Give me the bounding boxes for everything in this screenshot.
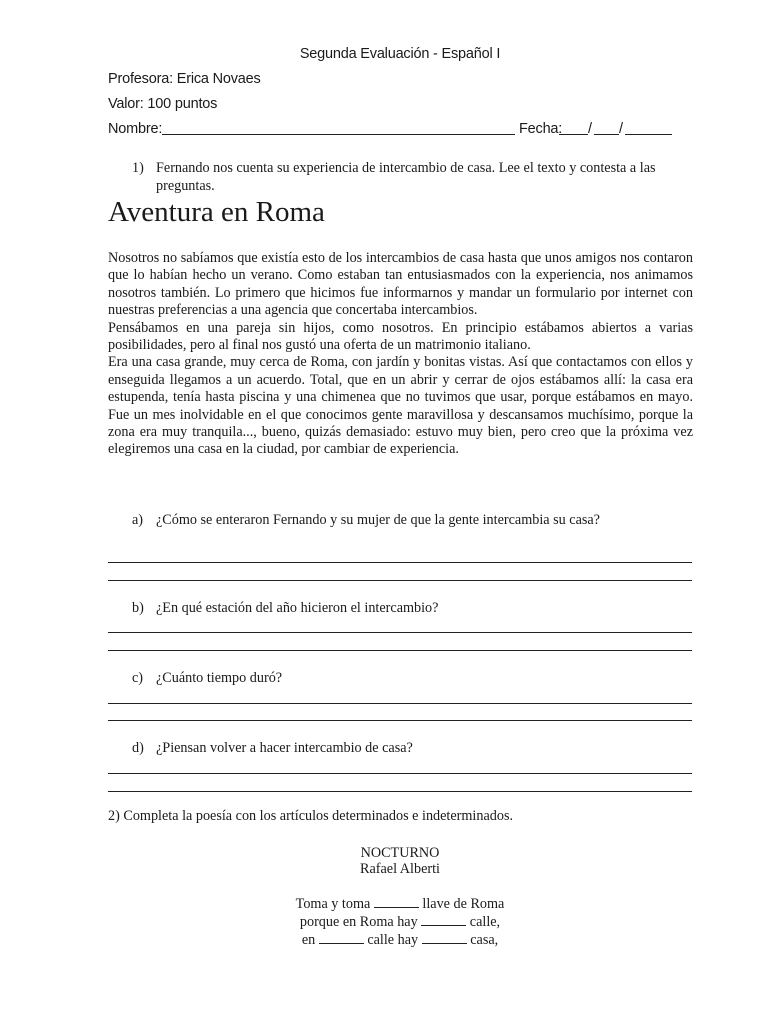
worksheet-title: Segunda Evaluación - Español I [299,46,501,62]
question-1-number: 1) [132,160,144,176]
subquestion-d [132,740,413,757]
answer-line[interactable] [108,562,692,563]
answer-line[interactable] [108,580,692,581]
poem-text: calle hay [367,932,419,948]
poem-line [0,895,768,913]
poem-title: NOCTURNO [360,845,440,861]
subquestion-label: c) [132,670,144,686]
reading-paragraph: Era una casa grande, muy cerca de Roma, con jardín y bonitas vistas. Así que contactamos con ellos y enseguida llegamos a un acuerdo. Total, que en un abrir y cerrar de ojos estábamos allí: la casa era estupenda, tenía hasta piscina y una chimenea que no tuvimos que usar, porque estábamos en mayo. Fue un mes inolvidable en el que conocimos gente maravillosa y descansamos muchísimo, porque la zona era muy tranquila..., bueno, quizás demasiado: estuvo muy bien, pero creo que la próxima vez elegiremos una casa en la ciudad, por cambiar de experiencia. [108,354,693,458]
poem-text: Toma y toma [295,896,371,912]
reading-title: Aventura en Roma [108,196,325,228]
date-separator: / [588,121,592,137]
subquestion-a [132,512,600,529]
poem-text: casa, [470,932,499,948]
answer-line[interactable] [108,720,692,721]
teacher-line: Profesora: Erica Novaes [108,71,261,87]
poem-line [0,931,768,949]
answer-line[interactable] [108,773,692,774]
subquestion-c [132,670,282,687]
poem-blank[interactable] [422,931,467,944]
subquestion-text: ¿Cómo se enteraron Fernando y su mujer de que la gente intercambia su casa? [156,512,600,528]
subquestion-label: a) [132,512,144,528]
answer-line[interactable] [108,632,692,633]
poem-text: porque en Roma hay [299,914,418,930]
name-label: Nombre: [108,121,163,137]
subquestion-label: b) [132,600,144,616]
name-blank[interactable] [162,122,515,135]
poem-text: en [301,932,316,948]
poem-line [0,913,768,931]
question-2-prompt: 2) Completa la poesía con los artículos determinados e indeterminados. [108,808,514,824]
poem-text: llave de Roma [422,896,505,912]
question-1-prompt: Fernando nos cuenta su experiencia de intercambio de casa. Lee el texto y contesta a las preguntas. [156,160,656,194]
answer-line[interactable] [108,703,692,704]
subquestion-label: d) [132,740,144,756]
subquestion-text: ¿En qué estación del año hicieron el intercambio? [156,600,439,616]
answer-line[interactable] [108,791,692,792]
poem-author: Rafael Alberti [360,861,440,877]
reading-text [108,250,693,459]
date-month-blank[interactable] [594,122,619,135]
reading-paragraph: Nosotros no sabíamos que existía esto de los intercambios de casa hasta que unos amigos nos contaron que lo habían hecho un verano. Como estaban tan entusiasmados con la experiencia, nos animamos nosotros también. Lo primero que hicimos fue informarnos y mandar un formulario por internet con nuestras preferencias a una agencia que concertaba intercambios. [108,250,693,319]
subquestion-text: ¿Piensan volver a hacer intercambio de casa? [156,740,413,756]
subquestion-b [132,600,438,617]
poem-text: calle, [469,914,501,930]
date-year-blank[interactable] [625,122,672,135]
poem-blank[interactable] [319,931,364,944]
date-day-blank[interactable] [559,122,588,135]
date-separator: / [619,121,623,137]
date-label: Fecha: [519,121,563,137]
answer-line[interactable] [108,650,692,651]
subquestion-text: ¿Cuánto tiempo duró? [156,670,283,686]
poem-blank[interactable] [374,895,419,908]
reading-paragraph: Pensábamos en una pareja sin hijos, como nosotros. En principio estábamos abiertos a varias posibilidades, pero al final nos gustó una oferta de un matrimonio italiano. [108,319,693,354]
value-line: Valor: 100 puntos [108,96,218,112]
poem-blank[interactable] [421,913,466,926]
